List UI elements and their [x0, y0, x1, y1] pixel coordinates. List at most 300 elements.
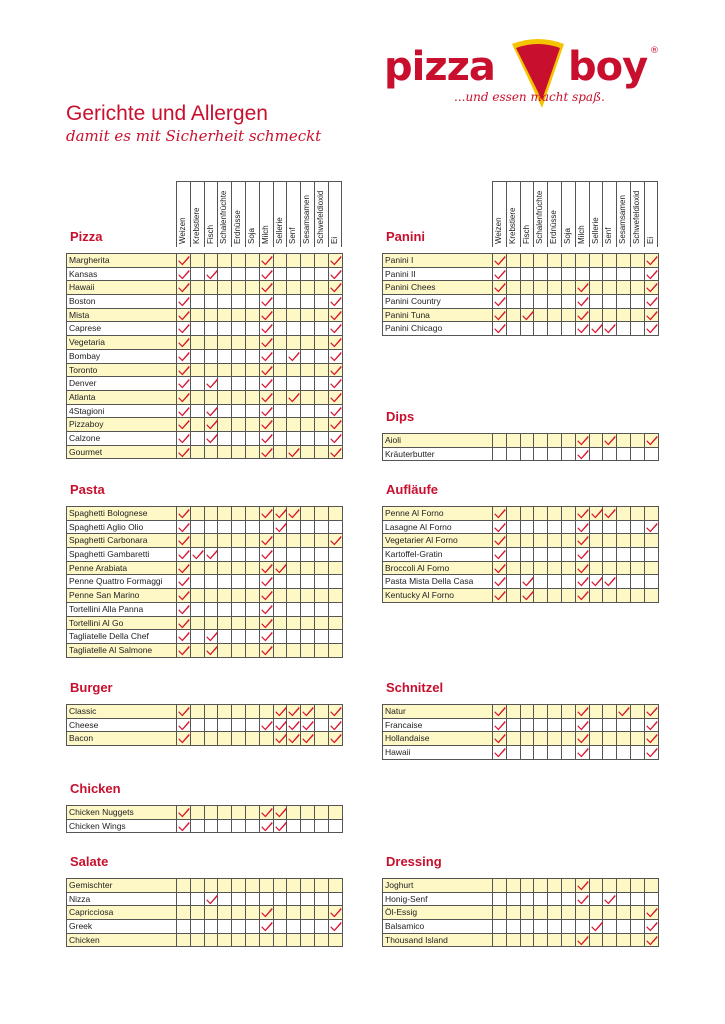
- allergen-cell: [507, 254, 521, 267]
- allergen-cell: [205, 350, 219, 363]
- allergen-cell: [177, 617, 191, 630]
- allergen-table: [382, 704, 659, 760]
- allergen-cell: [534, 575, 548, 588]
- allergen-table: [66, 805, 343, 833]
- allergen-cell: [205, 617, 219, 630]
- allergen-cell: [260, 630, 274, 643]
- dish-name: Mista: [67, 309, 177, 322]
- allergen-cell: [260, 268, 274, 281]
- allergen-header: [231, 181, 245, 247]
- allergen-label: Milch: [260, 225, 270, 244]
- allergen-cell: [645, 732, 659, 745]
- allergen-cell: [260, 589, 274, 602]
- allergen-cell: [548, 434, 562, 447]
- allergen-cell: [548, 719, 562, 732]
- allergen-cell: [191, 879, 205, 892]
- allergen-cell: [246, 719, 260, 732]
- table-row: [383, 934, 659, 948]
- allergen-cell: [315, 350, 329, 363]
- allergen-cell: [205, 295, 219, 308]
- allergen-cell: [260, 534, 274, 547]
- allergen-header: [217, 181, 231, 247]
- allergen-cell: [218, 589, 232, 602]
- allergen-cell: [315, 254, 329, 267]
- allergen-cell: [315, 575, 329, 588]
- allergen-cell: [576, 322, 590, 335]
- allergen-cell: [232, 418, 246, 431]
- table-row: [67, 548, 343, 562]
- allergen-cell: [301, 705, 315, 718]
- allergen-cell: [534, 705, 548, 718]
- allergen-label: Soja: [246, 227, 256, 244]
- allergen-cell: [493, 448, 507, 461]
- table-row: [383, 309, 659, 323]
- allergen-cell: [590, 309, 604, 322]
- allergen-cell: [507, 589, 521, 602]
- allergen-cell: [218, 575, 232, 588]
- allergen-cell: [274, 322, 288, 335]
- allergen-cell: [218, 322, 232, 335]
- allergen-cell: [301, 432, 315, 445]
- allergen-cell: [329, 719, 343, 732]
- allergen-label: Krebstiere: [191, 207, 201, 244]
- allergen-cell: [315, 920, 329, 933]
- dish-name: Aioli: [383, 434, 493, 447]
- allergen-cell: [493, 575, 507, 588]
- allergen-cell: [218, 281, 232, 294]
- allergen-cell: [205, 732, 219, 745]
- allergen-cell: [177, 391, 191, 404]
- allergen-cell: [218, 446, 232, 459]
- dish-name: Tortellini Alla Panna: [67, 603, 177, 616]
- allergen-cell: [191, 934, 205, 947]
- allergen-cell: [260, 732, 274, 745]
- allergen-cell: [191, 507, 205, 520]
- dish-name: Panini Chicago: [383, 322, 493, 335]
- allergen-cell: [260, 377, 274, 390]
- allergen-cell: [562, 589, 576, 602]
- dish-name: Panini Country: [383, 295, 493, 308]
- table-row: [383, 521, 659, 535]
- allergen-cell: [191, 418, 205, 431]
- allergen-cell: [287, 705, 301, 718]
- allergen-cell: [590, 562, 604, 575]
- allergen-cell: [521, 254, 535, 267]
- allergen-cell: [576, 906, 590, 919]
- allergen-cell: [590, 746, 604, 759]
- allergen-cell: [246, 534, 260, 547]
- allergen-cell: [603, 434, 617, 447]
- allergen-cell: [246, 432, 260, 445]
- table-row: [383, 705, 659, 719]
- allergen-cell: [548, 281, 562, 294]
- allergen-cell: [218, 521, 232, 534]
- allergen-cell: [603, 879, 617, 892]
- allergen-cell: [617, 309, 631, 322]
- allergen-cell: [232, 377, 246, 390]
- allergen-cell: [493, 562, 507, 575]
- dish-name: Kentucky Al Forno: [383, 589, 493, 602]
- allergen-cell: [631, 589, 645, 602]
- allergen-cell: [521, 281, 535, 294]
- allergen-cell: [329, 562, 343, 575]
- allergen-cell: [205, 446, 219, 459]
- allergen-cell: [287, 589, 301, 602]
- allergen-cell: [177, 281, 191, 294]
- allergen-cell: [301, 521, 315, 534]
- table-row: [67, 644, 343, 658]
- allergen-cell: [329, 364, 343, 377]
- allergen-cell: [576, 534, 590, 547]
- allergen-cell: [191, 644, 205, 657]
- allergen-cell: [617, 254, 631, 267]
- allergen-cell: [603, 268, 617, 281]
- allergen-cell: [218, 350, 232, 363]
- allergen-cell: [548, 746, 562, 759]
- allergen-header: [644, 181, 658, 247]
- dish-name: Boston: [67, 295, 177, 308]
- allergen-cell: [617, 562, 631, 575]
- allergen-cell: [315, 806, 329, 819]
- allergen-cell: [590, 893, 604, 906]
- dish-name: Penne Quattro Formaggi: [67, 575, 177, 588]
- allergen-cell: [534, 521, 548, 534]
- section-title: Pasta: [70, 482, 105, 497]
- allergen-cell: [301, 268, 315, 281]
- allergen-cell: [218, 377, 232, 390]
- allergen-label: Senf: [604, 227, 614, 244]
- allergen-cell: [562, 434, 576, 447]
- allergen-cell: [562, 893, 576, 906]
- allergen-cell: [617, 893, 631, 906]
- allergen-cell: [645, 934, 659, 947]
- allergen-cell: [329, 630, 343, 643]
- allergen-cell: [562, 521, 576, 534]
- allergen-cell: [301, 644, 315, 657]
- allergen-cell: [534, 906, 548, 919]
- allergen-cell: [507, 879, 521, 892]
- allergen-cell: [191, 391, 205, 404]
- allergen-cell: [205, 630, 219, 643]
- allergen-cell: [218, 617, 232, 630]
- allergen-cell: [645, 562, 659, 575]
- allergen-cell: [631, 434, 645, 447]
- table-row: [67, 446, 343, 460]
- allergen-cell: [246, 521, 260, 534]
- allergen-cell: [548, 893, 562, 906]
- allergen-cell: [246, 446, 260, 459]
- allergen-cell: [329, 589, 343, 602]
- allergen-cell: [315, 589, 329, 602]
- allergen-cell: [493, 879, 507, 892]
- table-row: [67, 806, 343, 820]
- allergen-cell: [631, 322, 645, 335]
- allergen-cell: [274, 920, 288, 933]
- allergen-cell: [177, 405, 191, 418]
- allergen-cell: [521, 719, 535, 732]
- allergen-cell: [521, 548, 535, 561]
- allergen-cell: [576, 575, 590, 588]
- allergen-cell: [645, 434, 659, 447]
- allergen-cell: [645, 507, 659, 520]
- allergen-cell: [246, 934, 260, 947]
- allergen-cell: [521, 322, 535, 335]
- allergen-cell: [232, 309, 246, 322]
- allergen-cell: [287, 548, 301, 561]
- table-row: [383, 448, 659, 462]
- allergen-cell: [521, 746, 535, 759]
- allergen-cell: [301, 575, 315, 588]
- allergen-cell: [232, 820, 246, 833]
- allergen-cell: [507, 521, 521, 534]
- allergen-cell: [301, 603, 315, 616]
- allergen-cell: [274, 906, 288, 919]
- table-row: [383, 268, 659, 282]
- dish-name: Bacon: [67, 732, 177, 745]
- allergen-cell: [493, 534, 507, 547]
- allergen-cell: [232, 268, 246, 281]
- allergen-cell: [218, 920, 232, 933]
- allergen-cell: [218, 336, 232, 349]
- allergen-cell: [260, 934, 274, 947]
- allergen-header: [300, 181, 314, 247]
- allergen-cell: [191, 336, 205, 349]
- allergen-cell: [617, 534, 631, 547]
- allergen-cell: [301, 364, 315, 377]
- allergen-cell: [548, 705, 562, 718]
- allergen-cell: [603, 521, 617, 534]
- allergen-cell: [232, 364, 246, 377]
- allergen-cell: [507, 575, 521, 588]
- allergen-cell: [493, 268, 507, 281]
- allergen-cell: [645, 548, 659, 561]
- allergen-cell: [205, 405, 219, 418]
- table-row: [67, 934, 343, 948]
- allergen-cell: [315, 820, 329, 833]
- allergen-cell: [521, 448, 535, 461]
- allergen-cell: [315, 521, 329, 534]
- allergen-cell: [218, 806, 232, 819]
- allergen-cell: [507, 934, 521, 947]
- allergen-cell: [260, 705, 274, 718]
- allergen-cell: [493, 521, 507, 534]
- allergen-cell: [260, 806, 274, 819]
- allergen-cell: [603, 507, 617, 520]
- dish-name: Calzone: [67, 432, 177, 445]
- allergen-cell: [274, 268, 288, 281]
- table-row: [67, 418, 343, 432]
- table-row: [67, 562, 343, 576]
- allergen-cell: [246, 350, 260, 363]
- allergen-cell: [232, 934, 246, 947]
- allergen-cell: [315, 322, 329, 335]
- allergen-cell: [590, 268, 604, 281]
- allergen-cell: [301, 934, 315, 947]
- table-row: [67, 295, 343, 309]
- table-row: [67, 906, 343, 920]
- allergen-cell: [534, 719, 548, 732]
- dish-name: Honig-Senf: [383, 893, 493, 906]
- dish-name: Joghurt: [383, 879, 493, 892]
- allergen-cell: [645, 893, 659, 906]
- allergen-cell: [548, 254, 562, 267]
- dish-name: Broccoli Al Forno: [383, 562, 493, 575]
- allergen-cell: [205, 377, 219, 390]
- allergen-cell: [521, 575, 535, 588]
- allergen-cell: [507, 906, 521, 919]
- allergen-cell: [246, 405, 260, 418]
- dish-name: Tagliatelle Della Chef: [67, 630, 177, 643]
- allergen-cell: [631, 732, 645, 745]
- allergen-cell: [493, 732, 507, 745]
- allergen-cell: [645, 254, 659, 267]
- allergen-cell: [260, 879, 274, 892]
- allergen-cell: [274, 575, 288, 588]
- allergen-cell: [631, 920, 645, 933]
- allergen-cell: [603, 295, 617, 308]
- allergen-cell: [301, 589, 315, 602]
- allergen-cell: [205, 322, 219, 335]
- allergen-cell: [315, 644, 329, 657]
- allergen-label: Erdnüsse: [233, 210, 243, 244]
- dish-name: Balsamico: [383, 920, 493, 933]
- allergen-cell: [507, 705, 521, 718]
- allergen-cell: [260, 893, 274, 906]
- table-row: [67, 521, 343, 535]
- allergen-cell: [507, 281, 521, 294]
- allergen-cell: [205, 268, 219, 281]
- allergen-cell: [218, 254, 232, 267]
- allergen-cell: [287, 630, 301, 643]
- allergen-cell: [576, 934, 590, 947]
- allergen-cell: [232, 295, 246, 308]
- dish-name: Lasagne Al Forno: [383, 521, 493, 534]
- allergen-cell: [274, 548, 288, 561]
- allergen-cell: [260, 562, 274, 575]
- allergen-cell: [521, 309, 535, 322]
- allergen-cell: [493, 548, 507, 561]
- allergen-label: Senf: [288, 227, 298, 244]
- allergen-header-row: [492, 181, 658, 247]
- allergen-cell: [218, 432, 232, 445]
- allergen-header: [273, 181, 287, 247]
- allergen-cell: [232, 732, 246, 745]
- allergen-cell: [246, 644, 260, 657]
- table-row: [67, 920, 343, 934]
- allergen-cell: [218, 405, 232, 418]
- allergen-cell: [315, 934, 329, 947]
- allergen-cell: [218, 732, 232, 745]
- allergen-cell: [329, 309, 343, 322]
- allergen-cell: [246, 309, 260, 322]
- table-row: [67, 879, 343, 893]
- allergen-cell: [205, 705, 219, 718]
- dish-name: Denver: [67, 377, 177, 390]
- allergen-cell: [232, 575, 246, 588]
- allergen-label: Milch: [576, 225, 586, 244]
- allergen-cell: [246, 562, 260, 575]
- allergen-cell: [315, 507, 329, 520]
- allergen-header: [492, 181, 506, 247]
- allergen-header-row: [176, 181, 342, 247]
- allergen-cell: [246, 295, 260, 308]
- allergen-cell: [177, 254, 191, 267]
- allergen-cell: [315, 548, 329, 561]
- allergen-cell: [493, 309, 507, 322]
- allergen-cell: [329, 254, 343, 267]
- allergen-cell: [177, 377, 191, 390]
- allergen-cell: [534, 920, 548, 933]
- dish-name: Penne Arabiata: [67, 562, 177, 575]
- allergen-cell: [246, 906, 260, 919]
- allergen-cell: [177, 507, 191, 520]
- allergen-cell: [617, 521, 631, 534]
- table-row: [67, 377, 343, 391]
- allergen-cell: [191, 893, 205, 906]
- allergen-cell: [287, 644, 301, 657]
- allergen-cell: [576, 507, 590, 520]
- allergen-cell: [534, 934, 548, 947]
- allergen-cell: [274, 893, 288, 906]
- allergen-cell: [287, 575, 301, 588]
- allergen-cell: [191, 630, 205, 643]
- allergen-cell: [177, 879, 191, 892]
- table-row: [383, 575, 659, 589]
- allergen-cell: [274, 617, 288, 630]
- allergen-cell: [603, 575, 617, 588]
- allergen-label: Fisch: [521, 224, 531, 244]
- allergen-cell: [645, 879, 659, 892]
- section-title: Dressing: [386, 854, 442, 869]
- allergen-cell: [177, 446, 191, 459]
- allergen-cell: [329, 281, 343, 294]
- dish-name: Öl-Essig: [383, 906, 493, 919]
- allergen-cell: [576, 746, 590, 759]
- allergen-cell: [191, 562, 205, 575]
- allergen-cell: [191, 268, 205, 281]
- allergen-cell: [287, 534, 301, 547]
- allergen-cell: [329, 418, 343, 431]
- table-row: [67, 281, 343, 295]
- allergen-table: [66, 253, 343, 459]
- dish-name: Greek: [67, 920, 177, 933]
- allergen-cell: [177, 806, 191, 819]
- allergen-cell: [205, 548, 219, 561]
- allergen-cell: [315, 432, 329, 445]
- allergen-cell: [301, 350, 315, 363]
- allergen-cell: [246, 254, 260, 267]
- allergen-cell: [493, 507, 507, 520]
- allergen-cell: [205, 364, 219, 377]
- allergen-cell: [617, 434, 631, 447]
- allergen-cell: [287, 719, 301, 732]
- allergen-cell: [205, 507, 219, 520]
- allergen-cell: [218, 309, 232, 322]
- table-row: [67, 617, 343, 631]
- table-row: [383, 534, 659, 548]
- allergen-cell: [576, 434, 590, 447]
- allergen-cell: [287, 405, 301, 418]
- allergen-cell: [301, 281, 315, 294]
- allergen-cell: [260, 603, 274, 616]
- allergen-cell: [301, 548, 315, 561]
- allergen-label: Schwefeldioxid: [315, 190, 325, 244]
- allergen-cell: [301, 405, 315, 418]
- allergen-cell: [562, 719, 576, 732]
- allergen-table: [382, 253, 659, 336]
- allergen-cell: [329, 879, 343, 892]
- allergen-cell: [301, 617, 315, 630]
